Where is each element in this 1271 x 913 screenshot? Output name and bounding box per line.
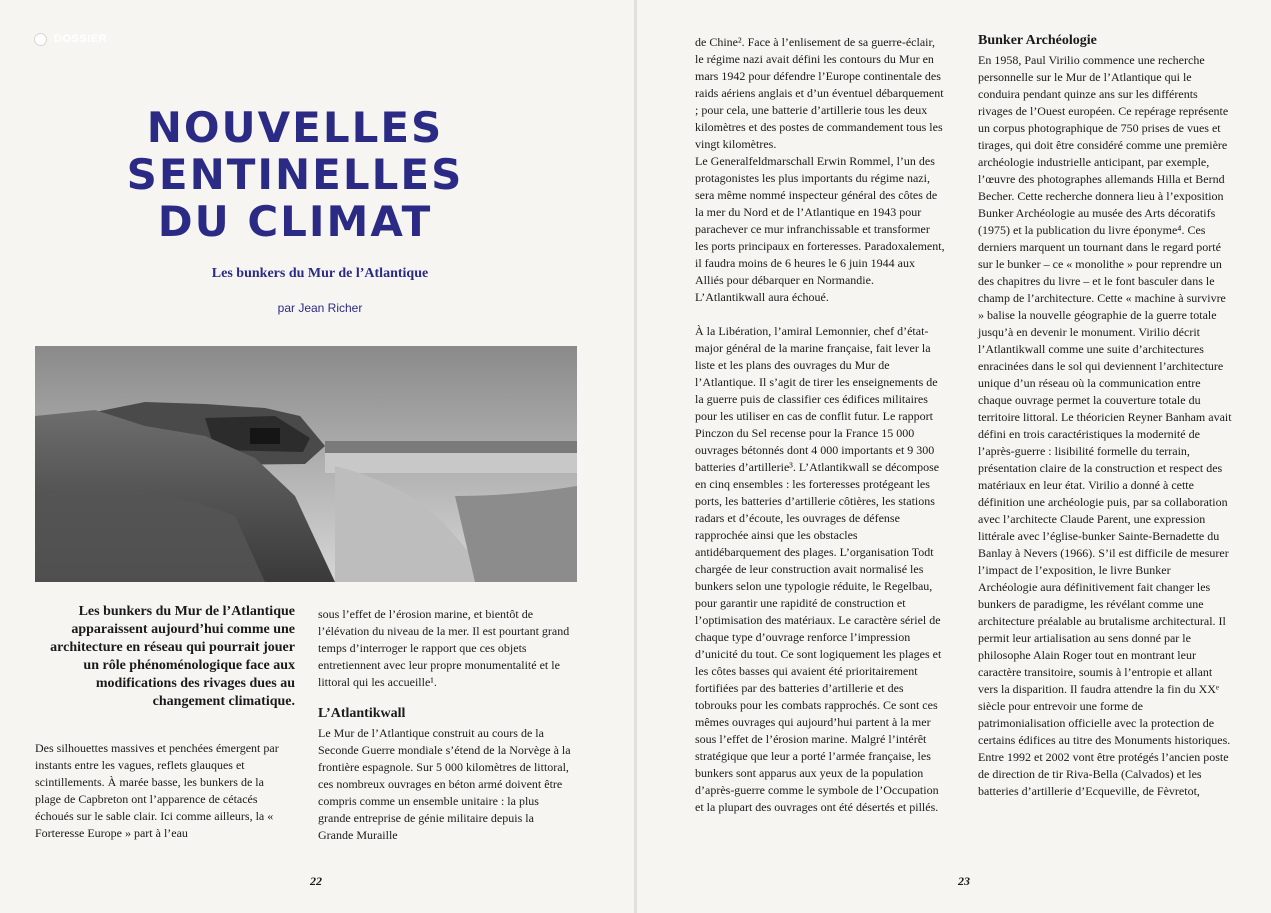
paragraph: sous l’effet de l’érosion marine, et bientôt de l’élévation du niveau de la mer. Il est pourtant grand temps d’interroger le rapport que ces objets entretiennent avec leur propre monumentalité et le littoral qui les accueille¹. xyxy=(318,607,570,689)
title-line-3: DU CLIMAT xyxy=(157,197,433,246)
section-label: DOSSIER xyxy=(54,33,108,45)
section-tag xyxy=(35,33,107,45)
left-column-2 xyxy=(318,606,572,844)
page-number-right: 23 xyxy=(958,874,970,888)
page-number-left: 22 xyxy=(310,874,322,888)
paragraph: Le Mur de l’Atlantique construit au cours de la Seconde Guerre mondiale s’étend de la Norvège à la frontière espagnole. Sur 5 000 kilomètres de littoral, ces nombreux ouvrages en béton armé doivent être compris comme un ensemble unitaire : la plus grande entreprise de génie militaire depuis la Grande Muraille xyxy=(318,726,571,842)
article-title xyxy=(110,104,480,245)
paragraph: Des silhouettes massives et penchées émergent par instants entre les vagues, reflets glauques et scintillements. À marée basse, les bunkers de la plage de Capbreton ont l’apparence de cétacés échoués sur le sable clair. Ici comme ailleurs, la « Forteresse Europe » part à l’eau xyxy=(35,741,279,840)
section-heading-bunker-archeologie: Bunker Archéologie xyxy=(978,33,1097,48)
paragraph: Le Generalfeldmarschall Erwin Rommel, l’un des protagonistes les plus importants du régime nazi, sera même nommé inspecteur général des côtes de la mer du Nord et de l’Atlantique en 1943 pour parachever ce mur infranchissable et transformer les ports principaux en forteresses. Paradoxalement, il faudra moins de 6 heures le 6 juin 1944 aux Alliés pour débarquer en Normandie. L’Atlantikwall aura échoué. xyxy=(695,154,945,304)
bunker-photo xyxy=(35,346,577,582)
right-column-1 xyxy=(695,34,945,816)
paragraph: de Chine². Face à l’enlisement de sa guerre-éclair, le régime nazi avait défini les contours du Mur en mars 1942 pour défendre l’Europe continentale des raids aériens anglais et d’un éventuel débarquement ; pour cela, une batterie d’artillerie tous les deux kilomètres et des postes de commandement tous les vingt kilomètres. xyxy=(695,35,944,151)
article-byline: par Jean Richer xyxy=(277,301,363,315)
paragraph: À la Libération, l’amiral Lemonnier, chef d’état-major général de la marine française, fait lever la liste et les plans des ouvrages du Mur de l’Atlantique. Il s’agit de tirer les enseignements de la guerre puis de classifier ces édifices militaires pour les utiliser en cas de conflit futur. Le rapport Pinczon du Sel recense pour la France 15 000 ouvrages bétonnés dont 4 000 importants et 9 300 batteries d’artillerie³. L’Atlantikwall se décompose en cinq ensembles : les forteresses protégeant les ports, les batteries d’artillerie côtières, les stations radars et d’écoute, les ouvrages de défense rapprochée ainsi que les obstacles antidébarquement des plages. L’organisation Todt chargée de leur construction avait normalisé les bunkers selon une typologie réduite, le Regelbau, pour garantir une rapidité de construction et l’optimisation des matériaux. Le caractère sériel de chaque type d’ouvrage renforce l’impression d’unicité du tout. Ce sont logiquement les plages et les côtes basses qui avaient été prioritairement fortifiées par des batteries d’artillerie et des tobrouks pour les combats rapprochés. Ce sont ces mêmes ouvrages qui aujourd’hui partent à la mer sous l’effet de l’érosion marine. Malgré l’intérêt stratégique que leur a porté l’armée française, les bunkers sont apparus aux yeux de la population d’après-guerre comme le symbole de l’Occupation et la plupart des ouvrages ont été désertés et pillés. xyxy=(695,324,942,814)
bunker-landscape-image xyxy=(35,346,577,582)
paragraph: En 1958, Paul Virilio commence une recherche personnelle sur le Mur de l’Atlantique qui le conduira pendant quinze ans sur les différents rivages de l’Ouest européen. Ce repérage représente un corpus photographique de 750 prises de vues et tirages, qui doit être considéré comme une première archéologie industrielle anticipant, par exemple, l’œuvre des photographes allemands Hilla et Bernd Becher. Cette recherche donnera lieu à l’exposition Bunker Archéologie au musée des Arts décoratifs (1975) et la publication du livre éponyme⁴. Ces derniers marquent un tournant dans le regard porté sur le bunker – ce « monolithe » pour reprendre un des chapitres du livre – et le font basculer dans le champ de l’architecture. Cette « machine à survivre » balise la nouvelle géographie de la guerre totale jusqu’à en devenir le monument. Virilio décrit l’Atlantikwall comme une suite d’architectures enracinées dans le sol qui deviennent l’architecture unique d’un réseau où la communication entre chaque ouvrage permet la couverture totale du territoire littoral. Le théoricien Reyner Banham avait défini en trois caractéristiques la modernité de l’après-guerre : lisibilité formelle du terrain, présentation claire de la construction et respect des matériaux en leur état. Virilio a donné à cette définition une archéologie puis, par sa collaboration avec l’architecte Claude Parent, une expression littérale avec l’église-bunker Sainte-Bernadette du Banlay à Nevers (1966). S’il est difficile de mesurer l’impact de l’exposition, le livre Bunker Archéologie aura définitivement fait changer les bunkers de paradigme, les révélant comme une architecture préalable au brutalisme architectural. Il permit leur artialisation au sens donné par le philosophe Alain Roger tout en montrant leur caractère transitoire, soumis à l’entropie et allant vers la disparition. Il faudra attendre la fin du XXᵉ siècle pour entrevoir une forme de patrimonialisation officielle avec la protection de certains édifices au titre des Monuments historiques. Entre 1992 et 2002 vont être protégés l’ancien poste de direction de tir Riva-Bella (Calvados) et les batteries d’artillerie d’Ecqueville, de Fèvretot, xyxy=(978,53,1232,798)
right-column-2 xyxy=(978,32,1232,800)
article-subtitle: Les bunkers du Mur de l’Atlantique xyxy=(211,266,429,281)
section-bullet-icon xyxy=(35,34,46,45)
left-column-1 xyxy=(35,740,285,842)
section-heading-atlantikwall: L’Atlantikwall xyxy=(318,706,406,721)
article-lede: Les bunkers du Mur de l’Atlantique apparaissent aujourd’hui comme une architecture en réseau qui pourrait jouer un rôle phénoménologique face aux modifications des rivages dues au changement climatique. xyxy=(50,604,295,709)
title-line-2: SENTINELLES xyxy=(126,150,464,199)
title-line-1: NOUVELLES xyxy=(146,103,444,152)
